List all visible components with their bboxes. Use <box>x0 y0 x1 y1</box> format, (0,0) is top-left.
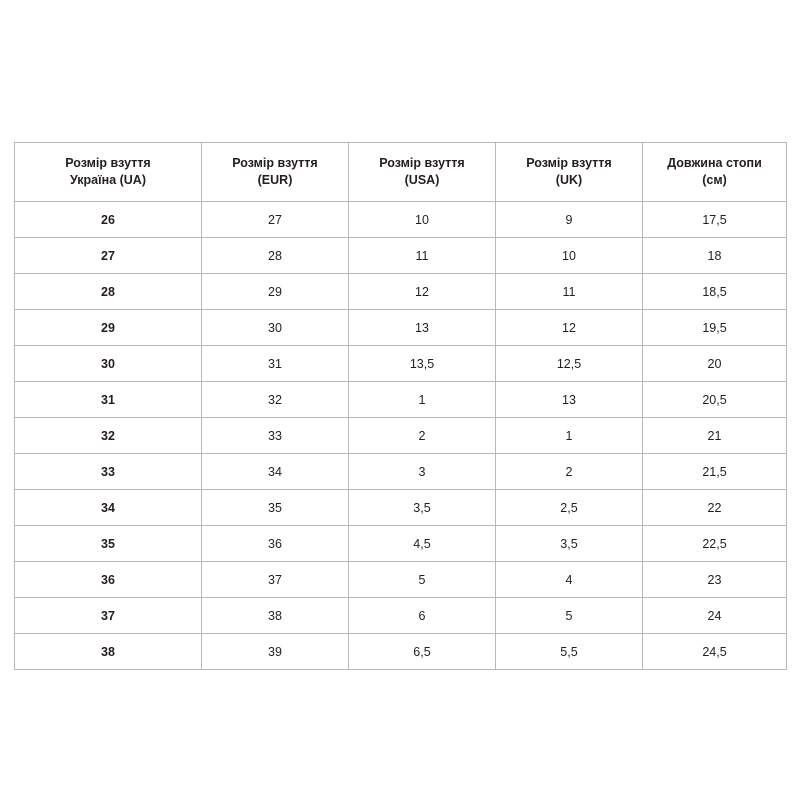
cell-ua: 34 <box>15 490 202 526</box>
cell-usa: 2 <box>349 418 496 454</box>
cell-uk: 5 <box>496 598 643 634</box>
cell-foot-length: 17,5 <box>643 202 787 238</box>
cell-usa: 10 <box>349 202 496 238</box>
cell-foot-length: 21,5 <box>643 454 787 490</box>
header-line1: Розмір взуття <box>65 156 151 171</box>
cell-ua: 35 <box>15 526 202 562</box>
cell-foot-length: 24 <box>643 598 787 634</box>
cell-usa: 4,5 <box>349 526 496 562</box>
header-line2: (USA) <box>404 173 440 187</box>
cell-eur: 29 <box>202 274 349 310</box>
header-line2: (см) <box>702 173 727 187</box>
table-row <box>15 238 787 274</box>
cell-uk: 1 <box>496 418 643 454</box>
cell-uk: 5,5 <box>496 634 643 670</box>
cell-usa: 6 <box>349 598 496 634</box>
table-row <box>15 346 787 382</box>
header-line1: Розмір взуття <box>379 156 465 171</box>
header-cell-eur <box>202 143 349 202</box>
header-line1: Довжина стопи <box>667 156 762 171</box>
cell-ua: 36 <box>15 562 202 598</box>
cell-usa: 13,5 <box>349 346 496 382</box>
cell-eur: 28 <box>202 238 349 274</box>
cell-uk: 9 <box>496 202 643 238</box>
cell-eur: 27 <box>202 202 349 238</box>
header-cell-foot-length <box>643 143 787 202</box>
cell-foot-length: 22,5 <box>643 526 787 562</box>
cell-uk: 11 <box>496 274 643 310</box>
cell-foot-length: 24,5 <box>643 634 787 670</box>
cell-eur: 32 <box>202 382 349 418</box>
header-cell-usa <box>349 143 496 202</box>
header-cell-ua <box>15 143 202 202</box>
header-line2: (EUR) <box>257 173 293 187</box>
cell-uk: 10 <box>496 238 643 274</box>
cell-usa: 12 <box>349 274 496 310</box>
table-row <box>15 202 787 238</box>
header-line1: Розмір взуття <box>232 156 318 171</box>
table-row <box>15 562 787 598</box>
table-row <box>15 454 787 490</box>
shoe-size-table <box>14 142 787 670</box>
cell-usa: 3 <box>349 454 496 490</box>
header-line2: Україна (UA) <box>69 173 146 187</box>
cell-ua: 37 <box>15 598 202 634</box>
table-row <box>15 598 787 634</box>
header-line1: Розмір взуття <box>526 156 612 171</box>
cell-usa: 11 <box>349 238 496 274</box>
table-row <box>15 490 787 526</box>
cell-eur: 39 <box>202 634 349 670</box>
cell-eur: 37 <box>202 562 349 598</box>
table-row <box>15 634 787 670</box>
header-line2: (UK) <box>555 173 583 187</box>
table-row <box>15 310 787 346</box>
table-row <box>15 526 787 562</box>
cell-uk: 2 <box>496 454 643 490</box>
header-row <box>15 143 787 202</box>
cell-foot-length: 23 <box>643 562 787 598</box>
cell-foot-length: 22 <box>643 490 787 526</box>
cell-eur: 36 <box>202 526 349 562</box>
cell-ua: 27 <box>15 238 202 274</box>
cell-uk: 2,5 <box>496 490 643 526</box>
size-chart-container <box>14 142 786 670</box>
table-row <box>15 382 787 418</box>
cell-usa: 5 <box>349 562 496 598</box>
cell-uk: 3,5 <box>496 526 643 562</box>
cell-ua: 33 <box>15 454 202 490</box>
cell-ua: 38 <box>15 634 202 670</box>
cell-uk: 13 <box>496 382 643 418</box>
cell-ua: 26 <box>15 202 202 238</box>
cell-eur: 38 <box>202 598 349 634</box>
cell-usa: 1 <box>349 382 496 418</box>
table-row <box>15 418 787 454</box>
cell-usa: 13 <box>349 310 496 346</box>
cell-usa: 3,5 <box>349 490 496 526</box>
cell-uk: 4 <box>496 562 643 598</box>
cell-uk: 12,5 <box>496 346 643 382</box>
cell-foot-length: 20,5 <box>643 382 787 418</box>
cell-ua: 30 <box>15 346 202 382</box>
table-header <box>15 143 787 202</box>
cell-eur: 30 <box>202 310 349 346</box>
cell-foot-length: 18 <box>643 238 787 274</box>
table-row <box>15 274 787 310</box>
cell-foot-length: 18,5 <box>643 274 787 310</box>
cell-usa: 6,5 <box>349 634 496 670</box>
cell-ua: 28 <box>15 274 202 310</box>
cell-eur: 35 <box>202 490 349 526</box>
cell-eur: 33 <box>202 418 349 454</box>
cell-ua: 29 <box>15 310 202 346</box>
cell-ua: 31 <box>15 382 202 418</box>
cell-uk: 12 <box>496 310 643 346</box>
table-body <box>15 202 787 670</box>
cell-ua: 32 <box>15 418 202 454</box>
cell-foot-length: 19,5 <box>643 310 787 346</box>
cell-foot-length: 20 <box>643 346 787 382</box>
header-cell-uk <box>496 143 643 202</box>
cell-eur: 31 <box>202 346 349 382</box>
cell-eur: 34 <box>202 454 349 490</box>
cell-foot-length: 21 <box>643 418 787 454</box>
